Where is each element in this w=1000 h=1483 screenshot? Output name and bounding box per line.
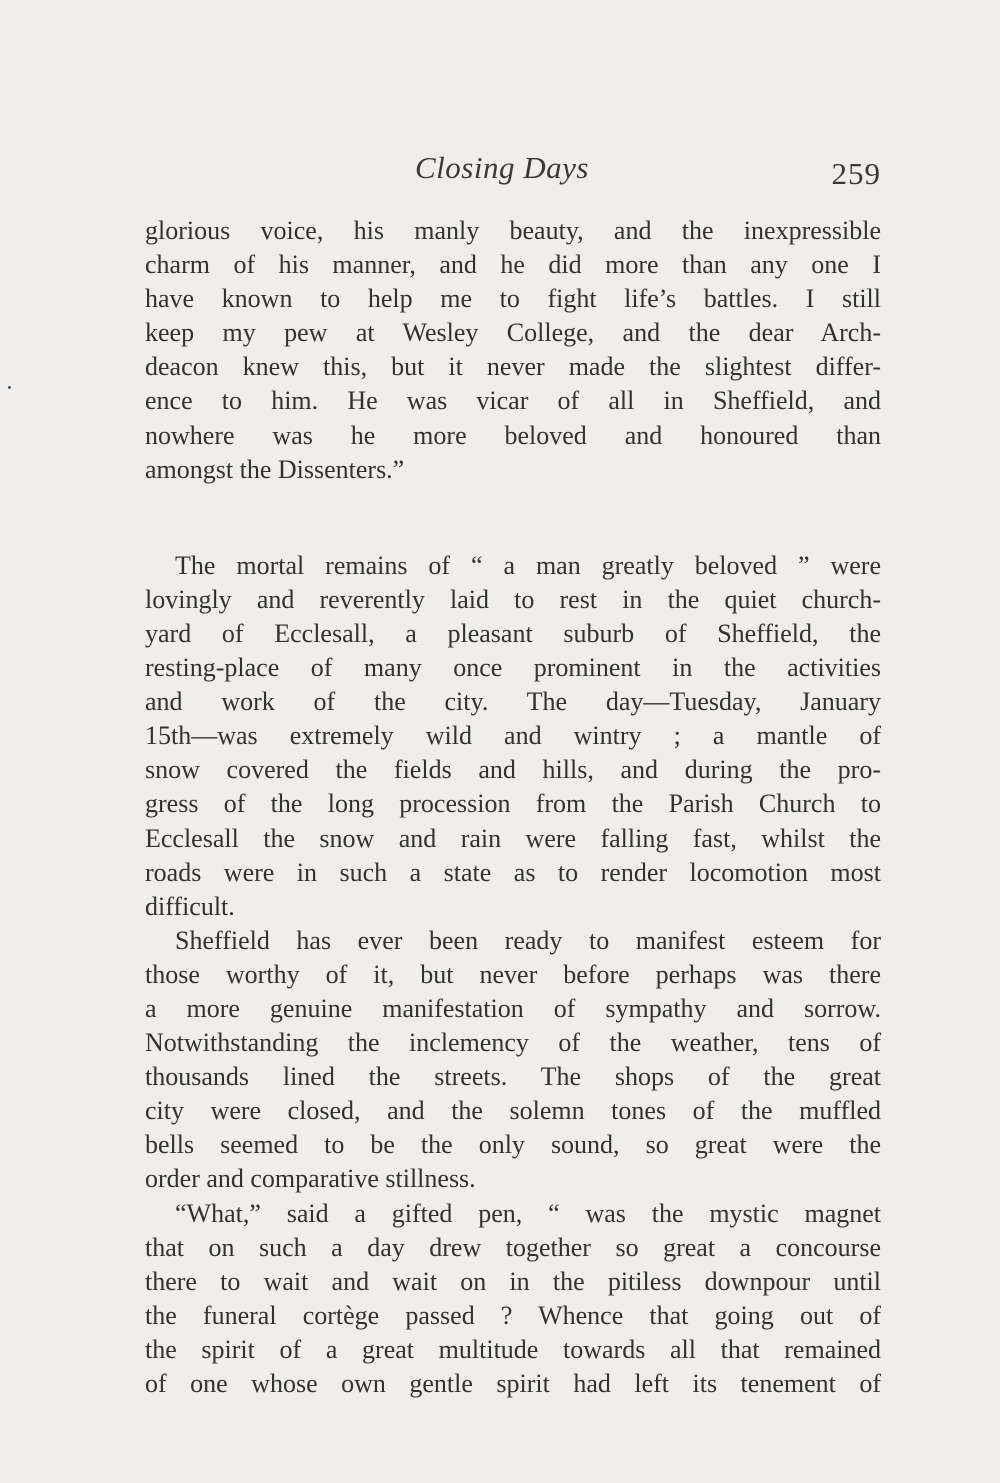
text-line: gress of the long procession from the Parish Church to bbox=[145, 789, 881, 819]
text-line: difficult. bbox=[145, 891, 235, 921]
running-title: Closing Days bbox=[415, 150, 589, 185]
text-line: of one whose own gentle spirit had left its tenement of bbox=[145, 1369, 881, 1398]
text-line: lovingly and reverently laid to rest in the quiet church- bbox=[145, 584, 881, 614]
paper-speck bbox=[8, 386, 11, 389]
text-line: Sheffield has ever been ready to manifest esteem for bbox=[175, 925, 881, 955]
text-line: those worthy of it, but never before perhaps was there bbox=[145, 959, 881, 989]
section-gap bbox=[145, 487, 881, 549]
text-line: glorious voice, his manly beauty, and the inexpressible bbox=[145, 216, 881, 245]
text-line: a more genuine manifestation of sympathy and sorrow. bbox=[145, 993, 881, 1023]
text-line: charm of his manner, and he did more than any one I bbox=[145, 250, 881, 280]
text-line: resting-place of many once prominent in the activities bbox=[145, 653, 881, 683]
paragraph-4 bbox=[145, 1197, 881, 1402]
text-line: The mortal remains of “ a man greatly beloved ” were bbox=[175, 550, 881, 580]
paragraph-3 bbox=[145, 924, 881, 1197]
text-line: and work of the city. The day—Tuesday, January bbox=[145, 687, 881, 717]
text-line: bells seemed to be the only sound, so great were the bbox=[145, 1130, 881, 1160]
text-line: the funeral cortège passed ? Whence that going out of bbox=[145, 1300, 881, 1330]
text-line: the spirit of a great multitude towards all that remained bbox=[145, 1334, 881, 1364]
text-line: thousands lined the streets. The shops of the great bbox=[145, 1062, 881, 1092]
text-line: that on such a day drew together so great a concourse bbox=[145, 1232, 881, 1262]
text-line: “What,” said a gifted pen, “ was the mystic magnet bbox=[175, 1198, 881, 1228]
body-text bbox=[145, 214, 881, 1401]
text-line: snow covered the fields and hills, and during the pro- bbox=[145, 755, 881, 785]
text-line: ence to him. He was vicar of all in Sheffield, and bbox=[145, 386, 881, 416]
text-line: order and comparative stillness. bbox=[145, 1164, 476, 1194]
running-head bbox=[145, 150, 881, 200]
text-line: amongst the Dissenters.” bbox=[145, 454, 405, 484]
text-line: deacon knew this, but it never made the slightest differ- bbox=[145, 352, 881, 382]
text-line: 15th—was extremely wild and wintry ; a mantle of bbox=[145, 721, 881, 751]
text-line: have known to help me to fight life’s battles. I still bbox=[145, 284, 881, 314]
page-number: 259 bbox=[831, 156, 881, 191]
text-line: Ecclesall the snow and rain were falling fast, whilst the bbox=[145, 823, 881, 853]
text-line: city were closed, and the solemn tones of the muffled bbox=[145, 1096, 881, 1126]
text-line: roads were in such a state as to render locomotion most bbox=[145, 857, 881, 887]
paragraph-2 bbox=[145, 549, 881, 924]
text-line: yard of Ecclesall, a pleasant suburb of Sheffield, the bbox=[145, 618, 881, 648]
text-line: Notwithstanding the inclemency of the weather, tens of bbox=[145, 1028, 881, 1058]
text-line: nowhere was he more beloved and honoured than bbox=[145, 420, 881, 450]
text-line: keep my pew at Wesley College, and the dear Arch- bbox=[145, 318, 881, 348]
paragraph-1 bbox=[145, 214, 881, 487]
text-line: there to wait and wait on in the pitiless downpour until bbox=[145, 1266, 881, 1296]
